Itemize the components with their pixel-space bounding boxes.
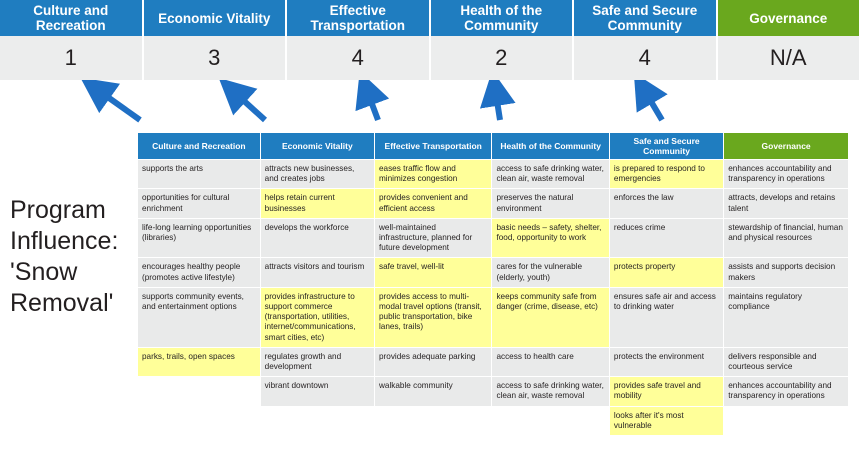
priority-score-cell: 4 [287, 36, 431, 80]
matrix-cell: reduces crime [609, 218, 723, 258]
caption-line-2: Influence: [10, 227, 119, 255]
matrix-cell: attracts new businesses, and creates jobs [260, 160, 374, 189]
matrix-cell: enhances accountability and transparency in operations [724, 377, 849, 406]
matrix-cell: cares for the vulnerable (elderly, youth) [492, 258, 609, 287]
matrix-body [138, 160, 849, 436]
priority-header-band [0, 0, 859, 36]
priority-score-band [0, 36, 859, 80]
matrix-column-header: Governance [724, 133, 849, 160]
matrix-row [138, 377, 849, 406]
matrix-cell: supports community events, and entertainment options [138, 287, 261, 347]
matrix-cell [724, 406, 849, 435]
priority-header-cell: Health of the Community [431, 0, 575, 36]
arrows-svg [0, 80, 859, 135]
matrix-cell: access to safe drinking water, clean air, waste removal [492, 160, 609, 189]
matrix-row [138, 160, 849, 189]
matrix-cell: ensures safe air and access to drinking water [609, 287, 723, 347]
matrix-cell: protects property [609, 258, 723, 287]
program-influence-caption [10, 195, 135, 319]
matrix-cell: walkable community [374, 377, 491, 406]
influence-arrow [495, 88, 500, 120]
priority-header-cell: Effective Transportation [287, 0, 431, 36]
matrix-cell: enhances accountability and transparency in operations [724, 160, 849, 189]
matrix-cell: safe travel, well-lit [374, 258, 491, 287]
matrix-cell [374, 406, 491, 435]
matrix-cell: provides safe travel and mobility [609, 377, 723, 406]
outcomes-matrix [137, 132, 849, 436]
matrix-cell: provides adequate parking [374, 347, 491, 376]
matrix-cell: well-maintained infrastructure, planned for future development [374, 218, 491, 258]
priority-header-cell: Economic Vitality [144, 0, 288, 36]
matrix-cell: access to safe drinking water, clean air, waste removal [492, 377, 609, 406]
matrix-column-header: Effective Transportation [374, 133, 491, 160]
matrix-cell: enforces the law [609, 189, 723, 218]
matrix-cell: stewardship of financial, human and physical resources [724, 218, 849, 258]
priority-header-cell: Safe and Secure Community [574, 0, 718, 36]
matrix-cell: attracts, develops and retains talent [724, 189, 849, 218]
matrix-cell: preserves the natural environment [492, 189, 609, 218]
influence-arrows-group [0, 80, 859, 135]
influence-arrow [643, 88, 662, 120]
priority-header-cell: Culture and Recreation [0, 0, 144, 36]
matrix-cell: provides convenient and efficient access [374, 189, 491, 218]
matrix-cell: eases traffic flow and minimizes congestion [374, 160, 491, 189]
matrix-row [138, 218, 849, 258]
matrix-cell [492, 406, 609, 435]
matrix-cell: helps retain current businesses [260, 189, 374, 218]
matrix-row [138, 406, 849, 435]
matrix-header-row [138, 133, 849, 160]
matrix-column-header: Health of the Community [492, 133, 609, 160]
matrix-cell: maintains regulatory compliance [724, 287, 849, 347]
influence-arrow [232, 90, 265, 120]
matrix-column-header: Economic Vitality [260, 133, 374, 160]
matrix-cell: provides infrastructure to support commerce (transportation, utilities, internet/communications, smart cities, etc) [260, 287, 374, 347]
matrix-cell: opportunities for cultural enrichment [138, 189, 261, 218]
matrix-column-header: Safe and Secure Community [609, 133, 723, 160]
priority-score-cell: 4 [574, 36, 718, 80]
matrix-cell: is prepared to respond to emergencies [609, 160, 723, 189]
matrix-cell: basic needs – safety, shelter, food, opportunity to work [492, 218, 609, 258]
influence-arrow [95, 88, 140, 120]
priority-score-cell: 1 [0, 36, 144, 80]
influence-arrow [366, 88, 378, 120]
priority-score-cell: 2 [431, 36, 575, 80]
matrix-cell: provides access to multi-modal travel options (transit, public transportation, bike lanes, trails) [374, 287, 491, 347]
matrix-cell [138, 406, 261, 435]
priority-score-cell: 3 [144, 36, 288, 80]
matrix-row [138, 189, 849, 218]
matrix-column-header: Culture and Recreation [138, 133, 261, 160]
matrix-cell: looks after it's most vulnerable [609, 406, 723, 435]
matrix-cell: attracts visitors and tourism [260, 258, 374, 287]
matrix-cell: keeps community safe from danger (crime, disease, etc) [492, 287, 609, 347]
matrix-cell: delivers responsible and courteous service [724, 347, 849, 376]
matrix-cell: encourages healthy people (promotes active lifestyle) [138, 258, 261, 287]
caption-line-1: Program [10, 196, 106, 224]
matrix-cell: protects the environment [609, 347, 723, 376]
matrix-row [138, 347, 849, 376]
matrix-cell: access to health care [492, 347, 609, 376]
matrix-cell: regulates growth and development [260, 347, 374, 376]
caption-line-4: Removal' [10, 289, 114, 317]
matrix-cell: parks, trails, open spaces [138, 347, 261, 376]
matrix-cell: supports the arts [138, 160, 261, 189]
matrix-cell [138, 377, 261, 406]
matrix-cell: develops the workforce [260, 218, 374, 258]
matrix-row [138, 258, 849, 287]
matrix-cell [260, 406, 374, 435]
matrix-cell: assists and supports decision makers [724, 258, 849, 287]
matrix-cell: life-long learning opportunities (libraries) [138, 218, 261, 258]
matrix-row [138, 287, 849, 347]
matrix-cell: vibrant downtown [260, 377, 374, 406]
priority-score-cell: N/A [718, 36, 859, 80]
priority-header-cell: Governance [718, 0, 859, 36]
caption-line-3: 'Snow [10, 258, 78, 286]
